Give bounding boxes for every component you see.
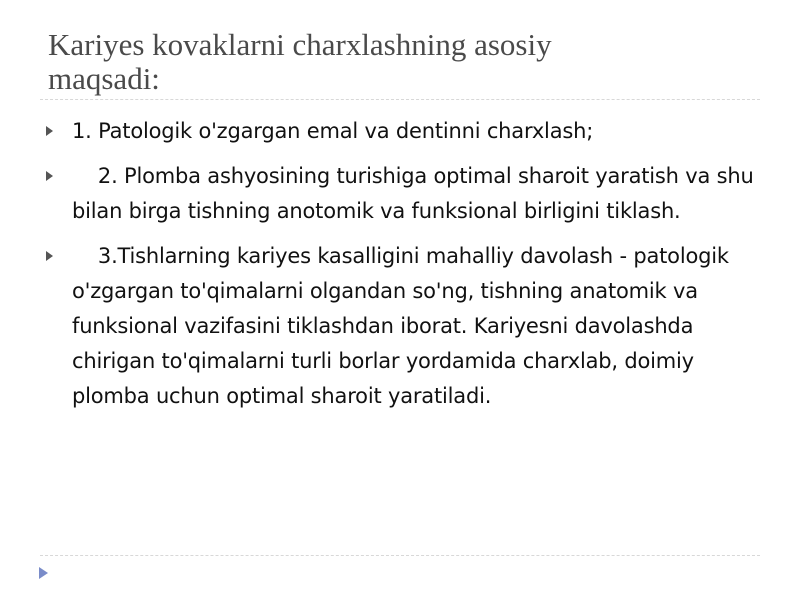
bullet-item-2 <box>44 159 761 229</box>
triangle-bullet-icon <box>46 171 53 181</box>
footer-divider <box>40 555 760 556</box>
triangle-bullet-icon <box>46 126 53 136</box>
bullet-text: 2. Plomba ashyosining turishiga optimal sharoit yaratish va shu bilan birga tishning anotomik va funksional birligini tiklash. <box>72 164 761 223</box>
bullet-list <box>44 114 761 424</box>
triangle-bullet-icon <box>46 251 53 261</box>
slide-title <box>48 28 748 96</box>
bullet-item-1 <box>44 114 754 149</box>
slide-title-line-1: Kariyes kovaklarni charxlashning asosiy <box>48 27 552 62</box>
bullet-text: 3.Tishlarning kariyes kasalligini mahalliy davolash - patologik o'zgargan to'qimalarni olgandan so'ng, tishning anatomik va funksional vazifasini tiklashdan iborat. Kariyesni davolashda chirigan to'qimalarni turli borlar yordamida charxlab, doimiy plomba uchun optimal sharoit yaratiladi. <box>72 244 736 408</box>
bullet-text: 1. Patologik o'zgargan emal va dentinni charxlash; <box>72 119 594 143</box>
slide-title-line-2: maqsadi: <box>48 61 160 96</box>
bullet-item-3 <box>44 239 754 414</box>
play-arrow-icon[interactable] <box>39 567 48 579</box>
title-divider <box>40 99 760 100</box>
